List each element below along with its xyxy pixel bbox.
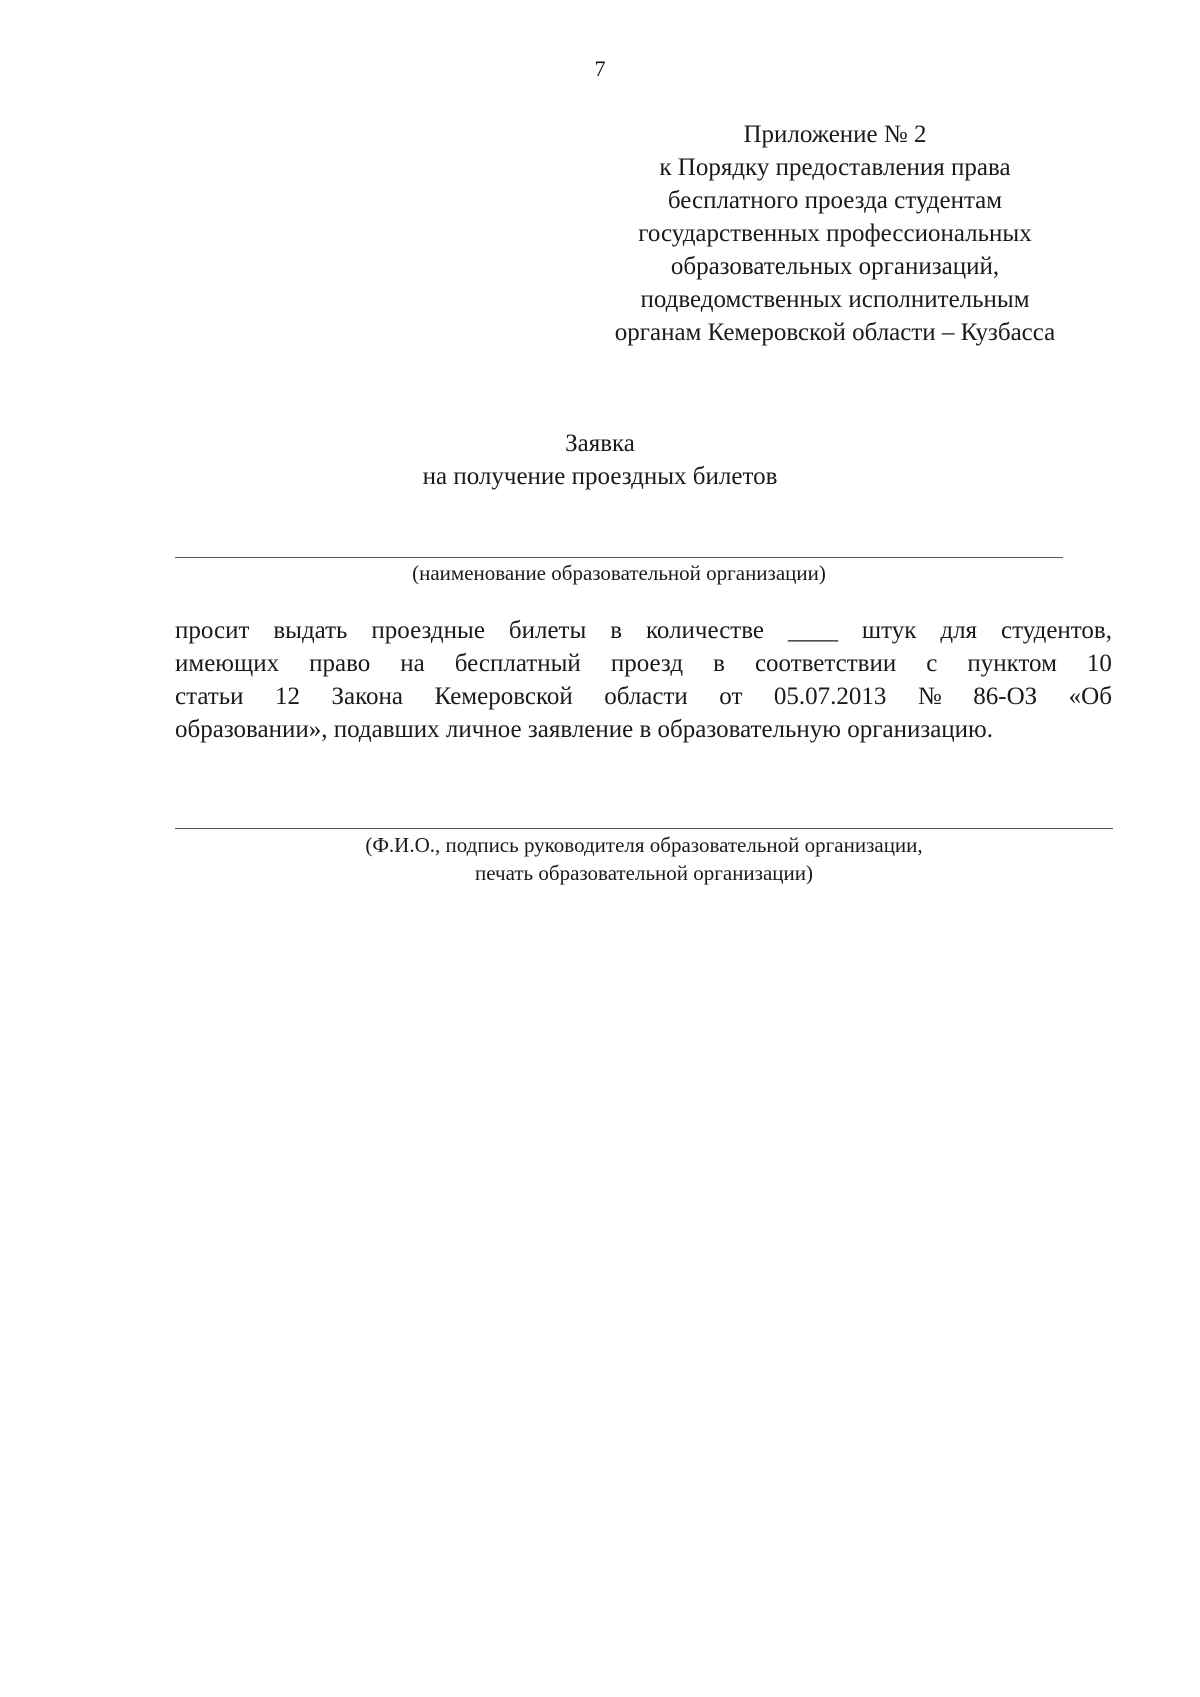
body-word: студентов,	[1001, 617, 1112, 644]
body-word: количестве	[646, 617, 764, 644]
signature-caption	[175, 831, 1113, 887]
page-number: 7	[594, 56, 606, 81]
org-name-caption: (наименование образовательной организации)	[412, 561, 826, 585]
appendix-line: Приложение № 2	[743, 121, 927, 148]
title-subheading: на получение проездных билетов	[422, 463, 778, 490]
request-body	[175, 614, 1112, 746]
body-line-4: образовании», подавших личное заявление в образовательную организацию.	[175, 716, 993, 743]
appendix-line: органам Кемеровской области – Кузбасса	[614, 319, 1056, 346]
appendix-line: образовательных организаций,	[670, 253, 1000, 280]
body-line-3	[175, 680, 1112, 713]
body-word: Закона	[331, 683, 403, 710]
body-word: в	[610, 617, 623, 644]
body-word: на	[400, 650, 425, 677]
body-word: области	[604, 683, 688, 710]
body-line-1	[175, 614, 1112, 647]
body-word: статьи	[175, 683, 244, 710]
body-word: №	[917, 683, 942, 710]
body-word: в	[713, 650, 725, 677]
document-title	[0, 427, 1200, 493]
appendix-line: бесплатного проезда студентам	[667, 187, 1003, 214]
body-word: соответствии	[754, 650, 897, 677]
body-word: 86-ОЗ	[973, 683, 1038, 710]
body-word: имеющих	[175, 650, 280, 677]
title-heading: Заявка	[565, 430, 635, 457]
body-word: 05.07.2013	[773, 683, 887, 710]
signature-line	[175, 828, 1113, 829]
body-word: просит	[175, 617, 250, 644]
body-word: билеты	[508, 617, 587, 644]
body-word: 12	[274, 683, 300, 710]
body-word: с	[926, 650, 938, 677]
body-word: проездные	[371, 617, 485, 644]
body-word: «Об	[1068, 683, 1112, 710]
appendix-header	[560, 118, 1110, 349]
appendix-line: к Порядку предоставления права	[659, 154, 1011, 181]
body-word: штук	[861, 617, 917, 644]
body-word: пунктом	[967, 650, 1057, 677]
body-word: для	[940, 617, 978, 644]
signature-caption-line-2: печать образовательной организации)	[475, 861, 813, 885]
appendix-line: подведомственных исполнительным	[640, 286, 1030, 313]
quantity-blank: ____	[787, 617, 838, 644]
org-name-line	[175, 557, 1063, 558]
body-word: от	[719, 683, 743, 710]
body-word: бесплатный	[454, 650, 581, 677]
body-word: 10	[1086, 650, 1112, 677]
body-word: право	[309, 650, 371, 677]
signature-caption-line-1: (Ф.И.О., подпись руководителя образовательной организации,	[365, 833, 923, 857]
body-word: выдать	[273, 617, 348, 644]
body-word: Кемеровской	[434, 683, 573, 710]
appendix-line: государственных профессиональных	[638, 220, 1032, 247]
body-line-2	[175, 647, 1112, 680]
body-word: проезд	[610, 650, 684, 677]
